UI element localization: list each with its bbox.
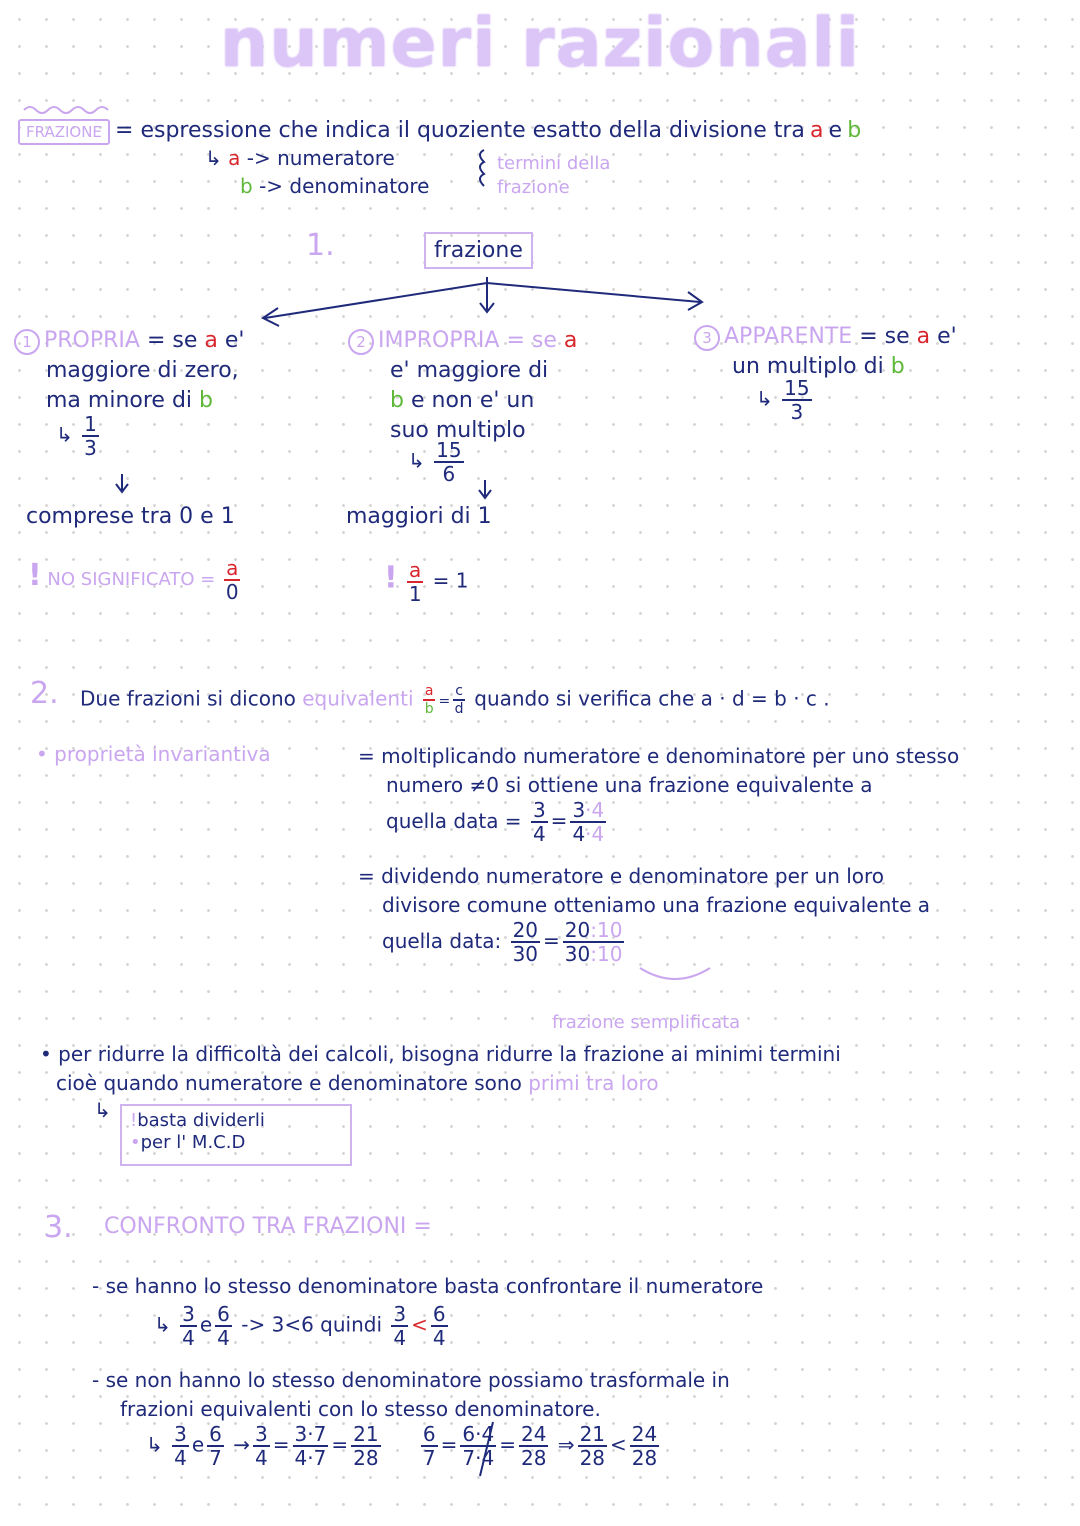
terms-brace <box>480 150 484 186</box>
num-a: a <box>228 146 241 170</box>
p2-l1: = dividendo numeratore e denominatore per un loro <box>358 864 885 888</box>
mcd-dot: • <box>130 1132 141 1153</box>
apparente-ex-fraction: $\frac{15}{3}$ <box>784 376 810 424</box>
rid-primi: primi tra loro <box>528 1071 659 1095</box>
tree-left-line <box>265 283 487 318</box>
c1-arrow: ↳ <box>154 1312 171 1337</box>
impropria-l2: e' maggiore di <box>390 358 549 383</box>
impropria-ex-arrow: ↳ <box>408 448 425 473</box>
impropria-block <box>348 326 577 446</box>
numeratore-line <box>205 146 395 170</box>
equiv-text1: Due frazioni si dicono <box>80 686 296 711</box>
bullet-icon: • <box>36 742 48 766</box>
propria-l2: maggiore di zero, <box>46 358 239 383</box>
bullet-icon-2: • <box>40 1042 52 1066</box>
confronto-case1: - se hanno lo stesso denominatore basta confrontare il numeratore <box>92 1274 764 1298</box>
apparente-l1b: e' <box>937 324 957 349</box>
propria-circle-number: 1 <box>14 329 40 355</box>
propria-warning <box>28 558 243 602</box>
p2-l2: divisore comune otteniamo una frazione equivalente a <box>382 893 930 917</box>
confronto-case2-example: ↳ $\frac{3}{4}$ e $\frac{6}{7}$ → $\frac{3}{4}$ = $\frac{3\cdot 7}{4\cdot 7}$ = $\frac{21}{28}$ $\frac{6}{7}$ = $\frac{6\cdot 4}{7\cdot 4}$ = $\frac{24}{28}$ ⇒ $\frac{21}{28}$ < $\frac{24}{28}$ <box>146 1422 658 1470</box>
den-b: b <box>240 174 253 198</box>
frazione-badge: FRAZIONE <box>18 119 110 145</box>
apparente-l2: un multiplo di <box>732 354 884 379</box>
impropria-circle-number: 2 <box>348 329 374 355</box>
def-e: e <box>828 118 843 143</box>
arrow-icon: ↳ <box>205 146 222 170</box>
impropria-warning <box>384 560 469 604</box>
impropria-label: IMPROPRIA <box>378 328 500 353</box>
mcd-bang: ! <box>130 1110 138 1131</box>
definition-text: = espressione che indica il quoziente esatto della divisione tra <box>115 118 805 143</box>
semplificata-label: frazione semplificata <box>552 1012 741 1033</box>
tree-root-frazione: frazione <box>424 232 533 269</box>
prop-divide: = dividendo numeratore e denominatore per un loro divisore comune otteniamo una frazione equivalente a quella data: $\frac{20}{30}$ = $\frac{20:10}{30:10}$ <box>358 864 930 966</box>
propria-b: b <box>199 388 213 413</box>
equiv-word: equivalenti <box>302 686 414 711</box>
apparente-l1: = se <box>859 324 910 349</box>
prop-invariantiva-label <box>36 742 271 766</box>
c1-mid: -> 3<6 quindi <box>241 1312 383 1337</box>
box-l2: per l' M.C.D <box>140 1132 246 1153</box>
apparente-example <box>756 378 815 422</box>
propria-a: a <box>204 328 218 353</box>
propria-l3: ma minore di <box>46 388 193 413</box>
c1-frac-c: $\frac{3}{4}$ <box>393 1302 407 1350</box>
warning-icon: ! <box>28 558 42 593</box>
c2-l1: - se non hanno lo stesso denominatore possiamo trasformale in <box>92 1368 730 1392</box>
terms-text-1: termini della <box>497 153 611 174</box>
definition-line <box>18 118 861 143</box>
impropria-warn-eq: = 1 <box>432 568 469 593</box>
impropria-l3: e non e' un <box>410 388 535 413</box>
propria-l1: = se <box>146 328 198 353</box>
propria-warn-text: NO SIGNIFICATO = <box>47 569 216 590</box>
riduzione-text <box>40 1040 841 1098</box>
terms-text-2: frazione <box>497 177 570 198</box>
p2-frac-b: $\frac{20:10}{30:10}$ <box>564 918 623 966</box>
section1-number: 1. <box>306 228 335 263</box>
apparente-b: b <box>890 354 905 379</box>
numeratore-text: -> numeratore <box>246 146 395 170</box>
p1-frac-b: $\frac{3\cdot 4}{4\cdot 4}$ <box>572 798 605 846</box>
confronto-case2 <box>92 1366 730 1424</box>
impropria-a: a <box>563 328 578 353</box>
section2-number: 2. <box>30 676 59 711</box>
terms-note <box>497 152 610 200</box>
confronto-case1-example: ↳ $\frac{3}{4}$ e $\frac{6}{4}$ -> 3<6 quindi $\frac{3}{4}$ < $\frac{6}{4}$ <box>154 1302 446 1350</box>
equiv-frac-cd: $\frac{c}{d}$ <box>454 683 464 717</box>
prop-multiply: = moltiplicando numeratore e denominatore per uno stesso numero ≠0 si ottiene una frazione equivalente a quella data = $\frac{3}{4}$ = $\frac{3\cdot 4}{4\cdot 4}$ <box>358 744 960 846</box>
impropria-warn-fraction: $\frac{a}{1}$ <box>408 558 422 606</box>
denominatore-line <box>240 174 429 198</box>
apparente-block <box>694 322 957 382</box>
propria-warn-fraction: $\frac{a}{0}$ <box>225 556 239 604</box>
equiv-text2: quando si verifica che <box>474 686 695 711</box>
impropria-l1: = se <box>506 328 557 353</box>
p1-l1: = moltiplicando numeratore e denominatore per uno stesso <box>358 744 960 768</box>
warning-icon-2: ! <box>384 560 398 596</box>
simplify-curve <box>640 968 710 979</box>
c1-frac-a: $\frac{3}{4}$ <box>182 1302 195 1350</box>
def-a: a <box>809 118 824 143</box>
apparente-a: a <box>916 324 931 349</box>
impropria-ex-fraction: $\frac{15}{6}$ <box>436 438 462 486</box>
equiv-frac-ab: $\frac{a}{b}$ <box>424 683 434 717</box>
apparente-label: APPARENTE <box>724 324 853 349</box>
section3-title: CONFRONTO TRA FRAZIONI = <box>104 1214 432 1239</box>
p1-l3: quella data = <box>386 808 522 833</box>
section3-number: 3. <box>44 1210 73 1245</box>
p2-frac-a: $\frac{20}{30}$ <box>512 918 539 966</box>
impropria-example <box>408 440 467 484</box>
denominatore-text: -> denominatore <box>259 174 430 198</box>
propria-result: comprese tra 0 e 1 <box>26 504 235 529</box>
mcd-box <box>120 1104 352 1166</box>
p1-frac-a: $\frac{3}{4}$ <box>532 798 546 846</box>
prop-label: proprietà invariantiva <box>54 742 271 766</box>
badge-squiggle <box>24 107 108 113</box>
tree-right-line <box>487 283 700 302</box>
p2-l3: quella data: <box>382 928 502 953</box>
c1-frac-d: $\frac{6}{4}$ <box>432 1302 446 1350</box>
equivalent-definition: Due frazioni si dicono equivalenti $\frac{a}{b}$ = $\frac{c}{d}$ quando si verifica che a · d = b · c . <box>80 683 830 717</box>
impropria-l4: suo multiplo <box>390 418 526 443</box>
impropria-result: maggiori di 1 <box>346 504 492 529</box>
impropria-b: b <box>390 388 404 413</box>
apparente-ex-arrow: ↳ <box>756 386 773 411</box>
p1-l2: numero ≠0 si ottiene una frazione equivalente a <box>386 773 873 797</box>
c2-arrow: ↳ <box>146 1432 163 1457</box>
c2-l2: frazioni equivalenti con lo stesso denominatore. <box>120 1397 601 1421</box>
propria-ex-arrow: ↳ <box>56 422 73 447</box>
rid-l1: per ridurre la difficoltà dei calcoli, bisogna ridurre la frazione ai minimi termini <box>58 1042 841 1066</box>
propria-block <box>14 326 244 416</box>
propria-label: PROPRIA <box>44 328 140 353</box>
propria-ex-fraction: $\frac{1}{3}$ <box>84 412 97 460</box>
mcd-arrow: ↳ <box>94 1098 111 1122</box>
equiv-condition: a · d = b · c . <box>700 686 830 711</box>
propria-l1b: e' <box>224 328 245 353</box>
page-title: numeri razionali <box>219 4 861 83</box>
propria-example <box>56 414 102 458</box>
apparente-circle-number: 3 <box>694 325 720 351</box>
c1-frac-b: $\frac{6}{4}$ <box>217 1302 230 1350</box>
rid-l2: cioè quando numeratore e denominatore sono <box>56 1071 522 1095</box>
box-l1: basta dividerli <box>137 1110 265 1131</box>
def-b: b <box>847 118 862 143</box>
